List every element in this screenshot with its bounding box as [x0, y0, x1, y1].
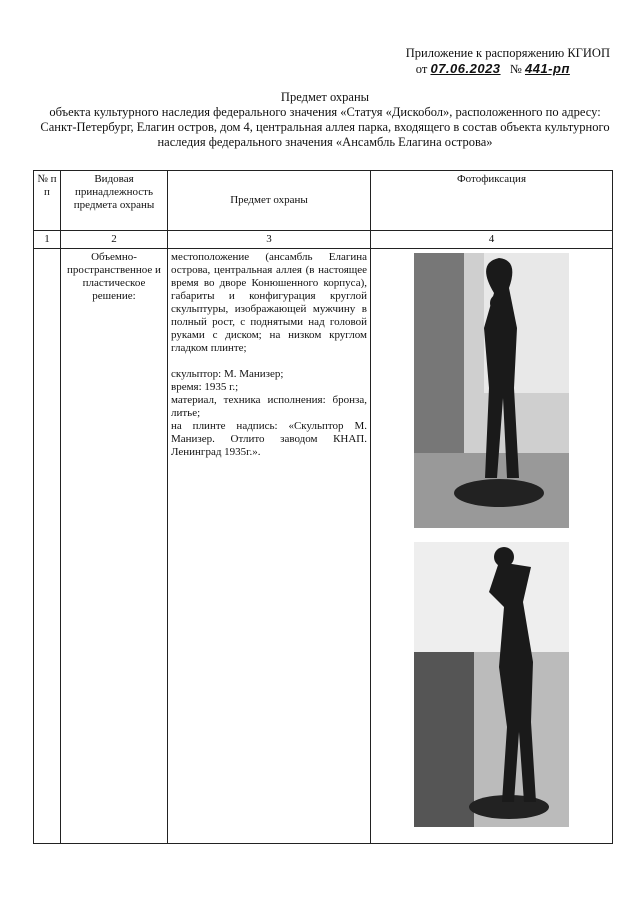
photo-statue-side	[414, 542, 569, 827]
row-photos	[371, 249, 613, 844]
document-title	[40, 90, 610, 150]
row-type: Объемно-пространственное и пластическое решение:	[61, 249, 168, 844]
appendix-header	[406, 46, 610, 77]
header-num: № п п	[34, 171, 61, 231]
table-header-row	[34, 171, 613, 231]
photo-statue-front	[414, 253, 569, 528]
date-prefix: от	[415, 62, 428, 76]
title-heading: Предмет охраны	[280, 90, 370, 104]
subject-time: время: 1935 г.;	[171, 381, 239, 393]
col-number: 1	[34, 231, 61, 249]
row-num	[34, 249, 61, 844]
appendix-line: Приложение к распоряжению КГИОП	[405, 46, 610, 60]
row-subject	[168, 249, 371, 844]
table-number-row	[34, 231, 613, 249]
col-number: 4	[371, 231, 613, 249]
subject-inscription: на плинте надпись: «Скульптор М. Манизер. Отлито заводом КНАП. Ленинград 1935г.».	[171, 420, 367, 458]
subject-description: местоположение (ансамбль Елагина острова, центральная аллея (в настоящее время во дворе Конюшенного корпуса), габариты и конфигурация круглой скульптуры, изображающей мужчину в полный рост, с поднятыми над головой руками с диском; на низком круглом гладком плинте;	[171, 251, 367, 354]
subject-sculptor: скульптор: М. Манизер;	[171, 368, 284, 380]
col-number: 2	[61, 231, 168, 249]
protection-table	[33, 170, 613, 844]
handwritten-date: 07.06.2023	[430, 61, 501, 76]
title-body: объекта культурного наследия федерального значения «Статуя «Дискобол», расположенного по адресу: Санкт-Петербург, Елагин остров, дом 4, центральная аллея парка, входящего в состав объекта культурного наследия федерального значения «Ансамбль Елагина острова»	[40, 105, 610, 149]
appendix-date-line	[406, 61, 610, 77]
header-subject: Предмет охраны	[168, 171, 371, 231]
handwritten-number: 441-рп	[524, 61, 570, 76]
col-number: 3	[168, 231, 371, 249]
header-photo: Фотофиксация	[371, 171, 613, 231]
header-type: Видовая принадлежность предмета охраны	[61, 171, 168, 231]
number-prefix: №	[509, 62, 522, 76]
subject-material: материал, техника исполнения: бронза, литье;	[171, 394, 367, 419]
table-row	[34, 249, 613, 844]
